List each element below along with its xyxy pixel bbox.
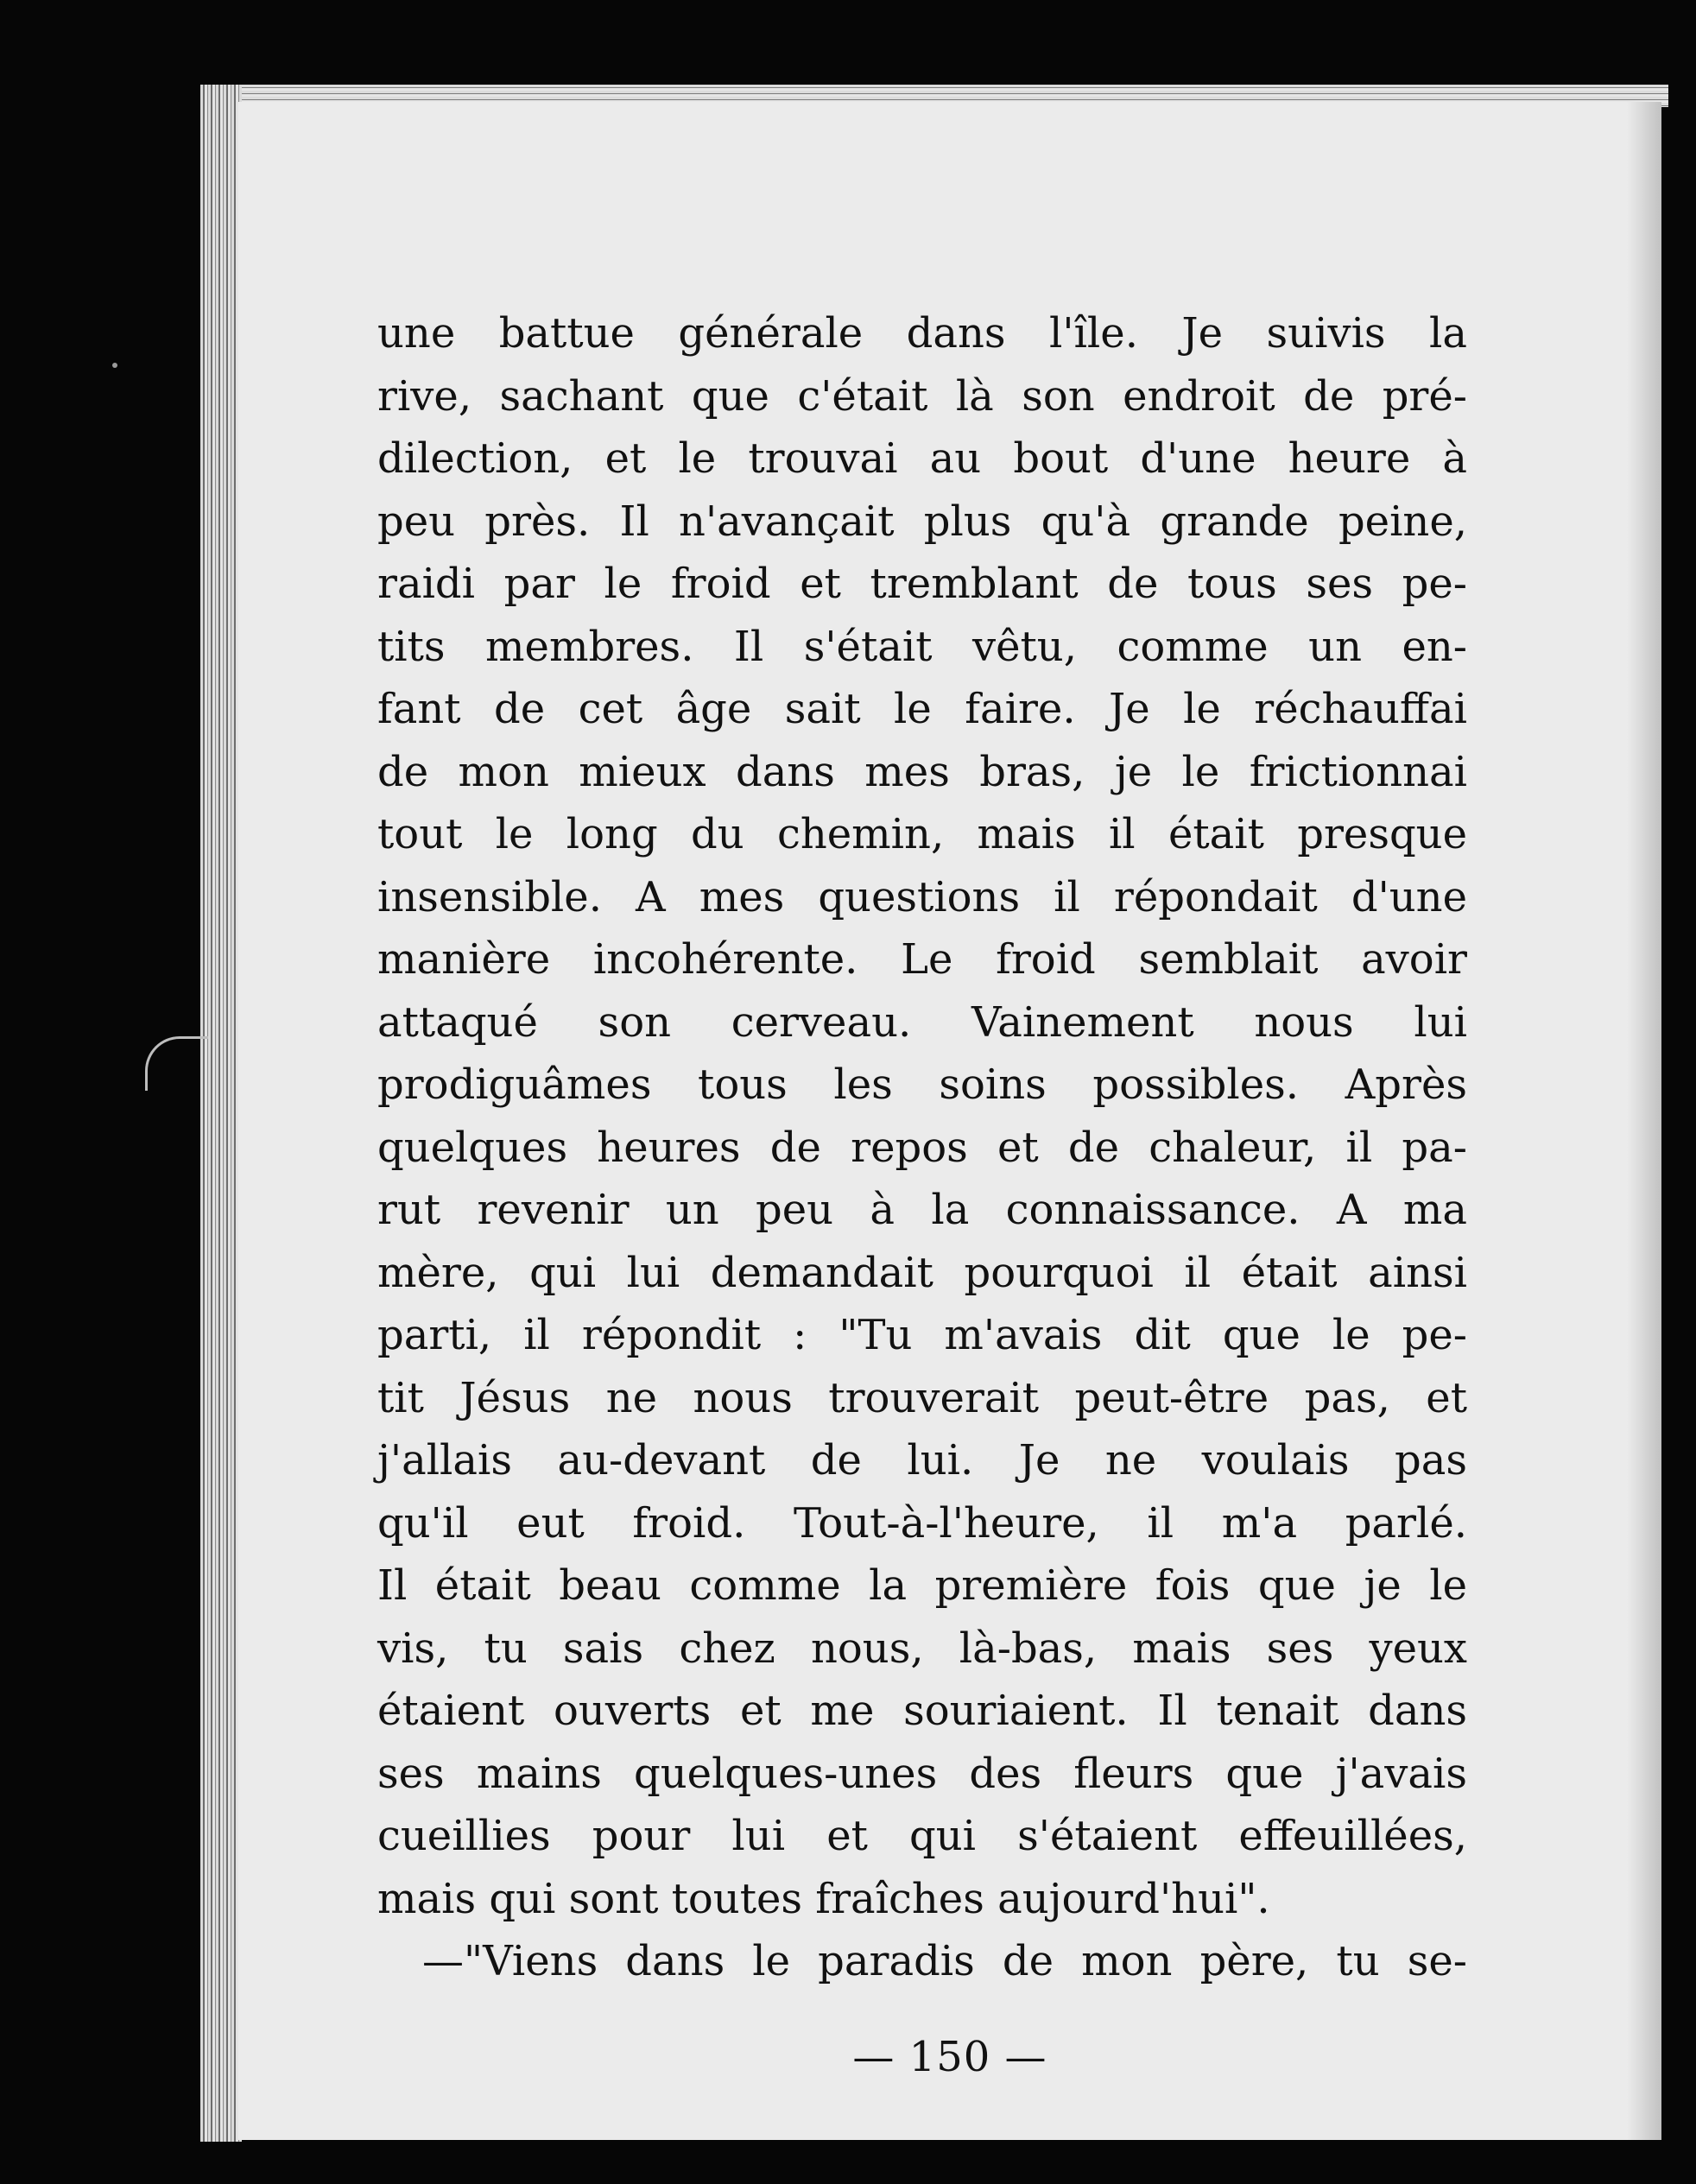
page-number: — 150 — [852, 2033, 1047, 2081]
text-line: cueillies pour lui et qui s'étaient effeuillées, [377, 1812, 1467, 1860]
text-line: prodiguâmes tous les soins possibles. Après [377, 1060, 1467, 1109]
page-gutter-shadow [1627, 102, 1661, 2140]
text-line: attaqué son cerveau. Vainement nous lui [377, 997, 1467, 1047]
text-line: une battue générale dans l'île. Je suivis la [377, 309, 1467, 358]
page-stack-left-edge [200, 85, 242, 2142]
text-line: quelques heures de repos et de chaleur, il pa- [377, 1123, 1467, 1172]
text-line: mais qui sont toutes fraîches aujourd'hui". [377, 1874, 1270, 1923]
text-line: rive, sachant que c'était là son endroit de pré- [377, 371, 1467, 421]
text-line: j'allais au-devant de lui. Je ne voulais pas [377, 1436, 1467, 1484]
text-line: qu'il eut froid. Tout-à-l'heure, il m'a parlé. [377, 1498, 1467, 1548]
text-line: étaient ouverts et me souriaient. Il tenait dans [377, 1687, 1467, 1735]
text-line: raidi par le froid et tremblant de tous ses pe- [377, 560, 1467, 608]
text-line: parti, il répondit : "Tu m'avais dit que le pe- [377, 1311, 1467, 1359]
text-line: vis, tu sais chez nous, là-bas, mais ses yeux [377, 1624, 1467, 1673]
text-line: rut revenir un peu à la connaissance. A ma [377, 1186, 1467, 1234]
text-line: —"Viens dans le paradis de mon père, tu se- [422, 1937, 1467, 1985]
text-line: tout le long du chemin, mais il était presque [377, 810, 1467, 858]
text-line: peu près. Il n'avançait plus qu'à grande peine, [377, 497, 1467, 546]
text-line: mère, qui lui demandait pourquoi il était ainsi [377, 1248, 1467, 1297]
text-line: tits membres. Il s'était vêtu, comme un en- [377, 622, 1467, 671]
text-line: tit Jésus ne nous trouverait peut-être pas, et [377, 1373, 1467, 1422]
text-line: dilection, et le trouvai au bout d'une heure à [377, 434, 1467, 483]
text-line: fant de cet âge sait le faire. Je le réchauffai [377, 685, 1467, 733]
text-line: Il était beau comme la première fois que je le [377, 1561, 1467, 1610]
text-line: ses mains quelques-unes des fleurs que j'avais [377, 1749, 1467, 1798]
scan-speck [112, 363, 117, 368]
body-text [377, 302, 1467, 1993]
book-page [238, 102, 1661, 2140]
text-line: insensible. A mes questions il répondait d'une [377, 872, 1467, 921]
text-line: de mon mieux dans mes bras, je le frictionnai [377, 747, 1467, 796]
text-line: manière incohérente. Le froid semblait avoir [377, 935, 1467, 984]
